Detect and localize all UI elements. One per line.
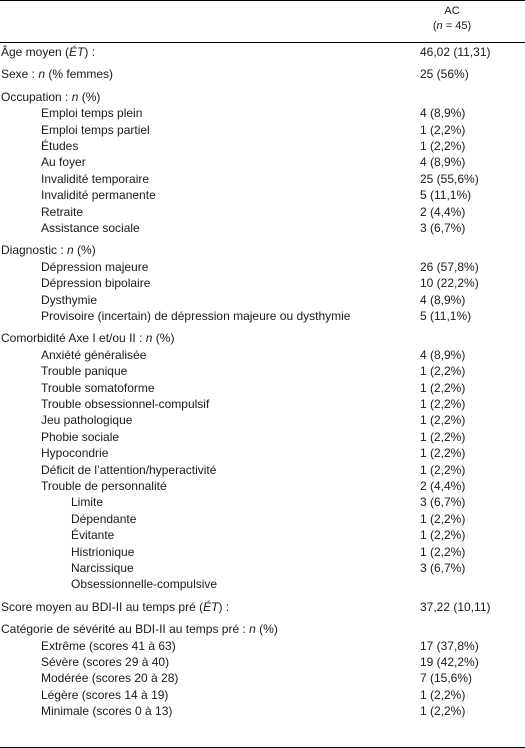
label-text: n (249, 622, 256, 637)
table-row (0, 445, 525, 461)
label-text: n (145, 331, 153, 346)
row-label (41, 220, 140, 236)
table-row (0, 687, 525, 703)
row-value: 17 (37,8%) (420, 638, 479, 653)
row-label (41, 687, 168, 703)
label-text: Sexe : (1, 67, 39, 82)
label-text: Histrionique (71, 544, 135, 559)
label-text: Dépendante (71, 511, 137, 526)
row-value: 5 (11,1%) (420, 309, 472, 323)
row-label (41, 138, 78, 154)
table-row (0, 89, 525, 105)
table-row (0, 259, 525, 275)
row-label (41, 347, 146, 363)
table-row (0, 44, 525, 60)
row-value: 25 (56%) (420, 67, 469, 82)
table-row (0, 560, 525, 576)
table-row (0, 412, 525, 428)
row-label (41, 445, 108, 461)
row-label (41, 275, 150, 291)
table-row (0, 576, 525, 592)
table-row (0, 638, 525, 654)
label-text: Invalidité temporaire (41, 171, 150, 186)
row-label (41, 670, 178, 686)
row-label (41, 308, 350, 324)
row-label (41, 396, 209, 412)
row-value: 1 (2,2%) (420, 687, 466, 702)
row-label (71, 576, 217, 592)
row-value: 3 (6,7%) (420, 561, 466, 575)
row-value: 1 (2,2%) (420, 704, 466, 719)
table-row (0, 544, 525, 560)
row-value: 1 (2,2%) (420, 122, 466, 137)
label-text: Assistance sociale (41, 221, 140, 235)
row-value: 1 (2,2%) (420, 511, 466, 526)
table-row (0, 380, 525, 396)
row-value: 1 (2,2%) (420, 462, 466, 477)
label-text: Catégorie de sévérité au BDI-II au temps pré : (1, 622, 250, 637)
label-text: Score moyen au BDI-II au temps pré ( (1, 599, 204, 614)
table-row (0, 138, 525, 154)
table-row (0, 429, 525, 445)
label-text: Modérée (scores 20 à 28) (41, 671, 179, 686)
table-row (0, 330, 525, 346)
label-text: Trouble obsessionnel-compulsif (41, 397, 210, 411)
row-label (41, 122, 150, 138)
row-value: 1 (2,2%) (420, 429, 466, 444)
label-text: Dysthymie (41, 292, 98, 307)
n-italic: n (436, 20, 443, 32)
label-text: (%) (152, 331, 175, 346)
label-text: ) : (218, 599, 230, 614)
label-text: Invalidité permanente (41, 188, 156, 203)
row-value: 3 (6,7%) (420, 495, 466, 510)
row-label (41, 462, 216, 478)
label-text: Jeu pathologique (41, 413, 133, 428)
row-label (41, 171, 149, 187)
row-value: 4 (8,9%) (420, 106, 466, 121)
row-value: 26 (57,8%) (420, 259, 479, 274)
label-text: Provisoire (incertain) de dépression majeure ou dysthymie (41, 309, 351, 323)
table-row (0, 154, 525, 170)
table-row (0, 478, 525, 494)
label-text: n (67, 243, 74, 258)
row-label (41, 703, 172, 719)
n-count: = 45 (442, 20, 468, 32)
table-row (0, 308, 525, 324)
table-top-rule (0, 0, 525, 1)
label-text: Légère (scores 14 à 19) (41, 687, 169, 702)
table-row (0, 494, 525, 510)
row-label (71, 560, 134, 576)
row-value: 4 (8,9%) (420, 292, 466, 307)
row-value: 2 (4,4%) (420, 204, 466, 219)
table-row (0, 242, 525, 258)
row-value: 46,02 (11,31) (420, 45, 491, 59)
row-label (41, 154, 86, 170)
row-value: 4 (8,9%) (420, 347, 466, 362)
label-text: ÉT (203, 599, 219, 614)
label-text: Déficit de l’attention/hyperactivité (41, 462, 217, 477)
label-text: Diagnostic : (1, 243, 68, 258)
table-row (0, 204, 525, 220)
row-label (71, 511, 136, 527)
row-label (1, 44, 95, 60)
row-value: 25 (55,6%) (420, 171, 479, 186)
table-row (0, 527, 525, 543)
table-row (0, 670, 525, 686)
row-value: 3 (6,7%) (420, 221, 466, 235)
table-row (0, 654, 525, 670)
row-label (41, 292, 97, 308)
label-text: (%) (78, 89, 101, 104)
column-header-ac: AC (444, 5, 460, 17)
table-row (0, 396, 525, 412)
label-text: Sévère (scores 29 à 40) (41, 655, 170, 669)
row-label (41, 380, 155, 396)
table-row (0, 275, 525, 291)
column-header-n: (n = 45) (432, 20, 472, 32)
table-row (0, 462, 525, 478)
table-row (0, 105, 525, 121)
label-text: Dépression majeure (41, 259, 149, 274)
label-text: Trouble de personnalité (41, 479, 167, 493)
row-value: 2 (4,4%) (420, 479, 466, 493)
label-text: Évitante (71, 528, 115, 543)
row-label (41, 105, 142, 121)
label-text: Phobie sociale (41, 429, 120, 444)
label-text: (%) (255, 622, 278, 637)
row-label (1, 330, 174, 346)
label-text: (%) (73, 243, 96, 258)
table-row (0, 599, 525, 615)
row-value: 1 (2,2%) (420, 446, 466, 461)
row-label (41, 204, 83, 220)
label-text: Dépression bipolaire (41, 276, 151, 291)
row-label (1, 242, 96, 258)
table-row (0, 511, 525, 527)
label-text: Extrême (scores 41 à 63) (41, 638, 176, 653)
label-text: n (71, 89, 79, 104)
header-rule (0, 42, 525, 43)
label-text: (% femmes) (45, 67, 114, 82)
table-row (0, 347, 525, 363)
row-label (41, 363, 127, 379)
row-label (41, 654, 169, 670)
label-text: ÉT (69, 45, 85, 59)
table-row (0, 703, 525, 719)
row-value: 1 (2,2%) (420, 528, 466, 543)
table-row (0, 220, 525, 236)
table-row (0, 621, 525, 637)
row-label (41, 478, 167, 494)
label-text: Trouble somatoforme (41, 380, 155, 395)
label-text: Trouble panique (41, 364, 128, 379)
row-label (41, 259, 148, 275)
row-label (71, 544, 134, 560)
row-value: 1 (2,2%) (420, 364, 466, 379)
row-value: 1 (2,2%) (420, 413, 466, 428)
row-value: 1 (2,2%) (420, 139, 466, 153)
row-value: 4 (8,9%) (420, 155, 466, 170)
table-row (0, 292, 525, 308)
label-text: Âge moyen ( (1, 45, 70, 59)
label-text: Obsessionnelle-compulsive (71, 577, 218, 592)
row-value: 5 (11,1%) (420, 188, 472, 203)
table-row (0, 122, 525, 138)
label-text: Hypocondrie (41, 446, 109, 461)
row-value: 19 (42,2%) (420, 655, 479, 669)
label-text: Narcissique (71, 561, 134, 575)
row-value: 7 (15,6%) (420, 671, 473, 686)
row-value: 1 (2,2%) (420, 544, 466, 559)
row-label (1, 66, 113, 82)
row-label (41, 187, 156, 203)
row-value: 10 (22,2%) (420, 276, 479, 291)
row-value: 37,22 (10,11) (420, 599, 491, 614)
row-label (1, 89, 100, 105)
label-text: Minimale (scores 0 à 13) (41, 704, 173, 719)
row-label (41, 412, 132, 428)
label-text: Emploi temps partiel (41, 122, 150, 137)
label-text: Emploi temps plein (41, 106, 143, 121)
label-text: Anxiété généralisée (41, 347, 147, 362)
row-value: 1 (2,2%) (420, 397, 466, 411)
row-label (71, 494, 103, 510)
label-text: Occupation : (1, 89, 72, 104)
row-label (41, 638, 176, 654)
label-text: n (38, 67, 46, 82)
label-text: Comorbidité Axe I et/ou II : (1, 331, 146, 346)
label-text: Retraite (41, 204, 84, 219)
table-row (0, 66, 525, 82)
label-text: ) : (84, 45, 96, 59)
row-label (71, 527, 114, 543)
label-text: Études (41, 139, 79, 153)
table-row (0, 171, 525, 187)
label-text: Au foyer (41, 155, 86, 170)
row-value: 1 (2,2%) (420, 380, 466, 395)
row-label (1, 621, 278, 637)
label-text: Limite (71, 495, 104, 510)
table-row (0, 363, 525, 379)
row-label (1, 599, 229, 615)
table-row (0, 187, 525, 203)
row-label (41, 429, 119, 445)
